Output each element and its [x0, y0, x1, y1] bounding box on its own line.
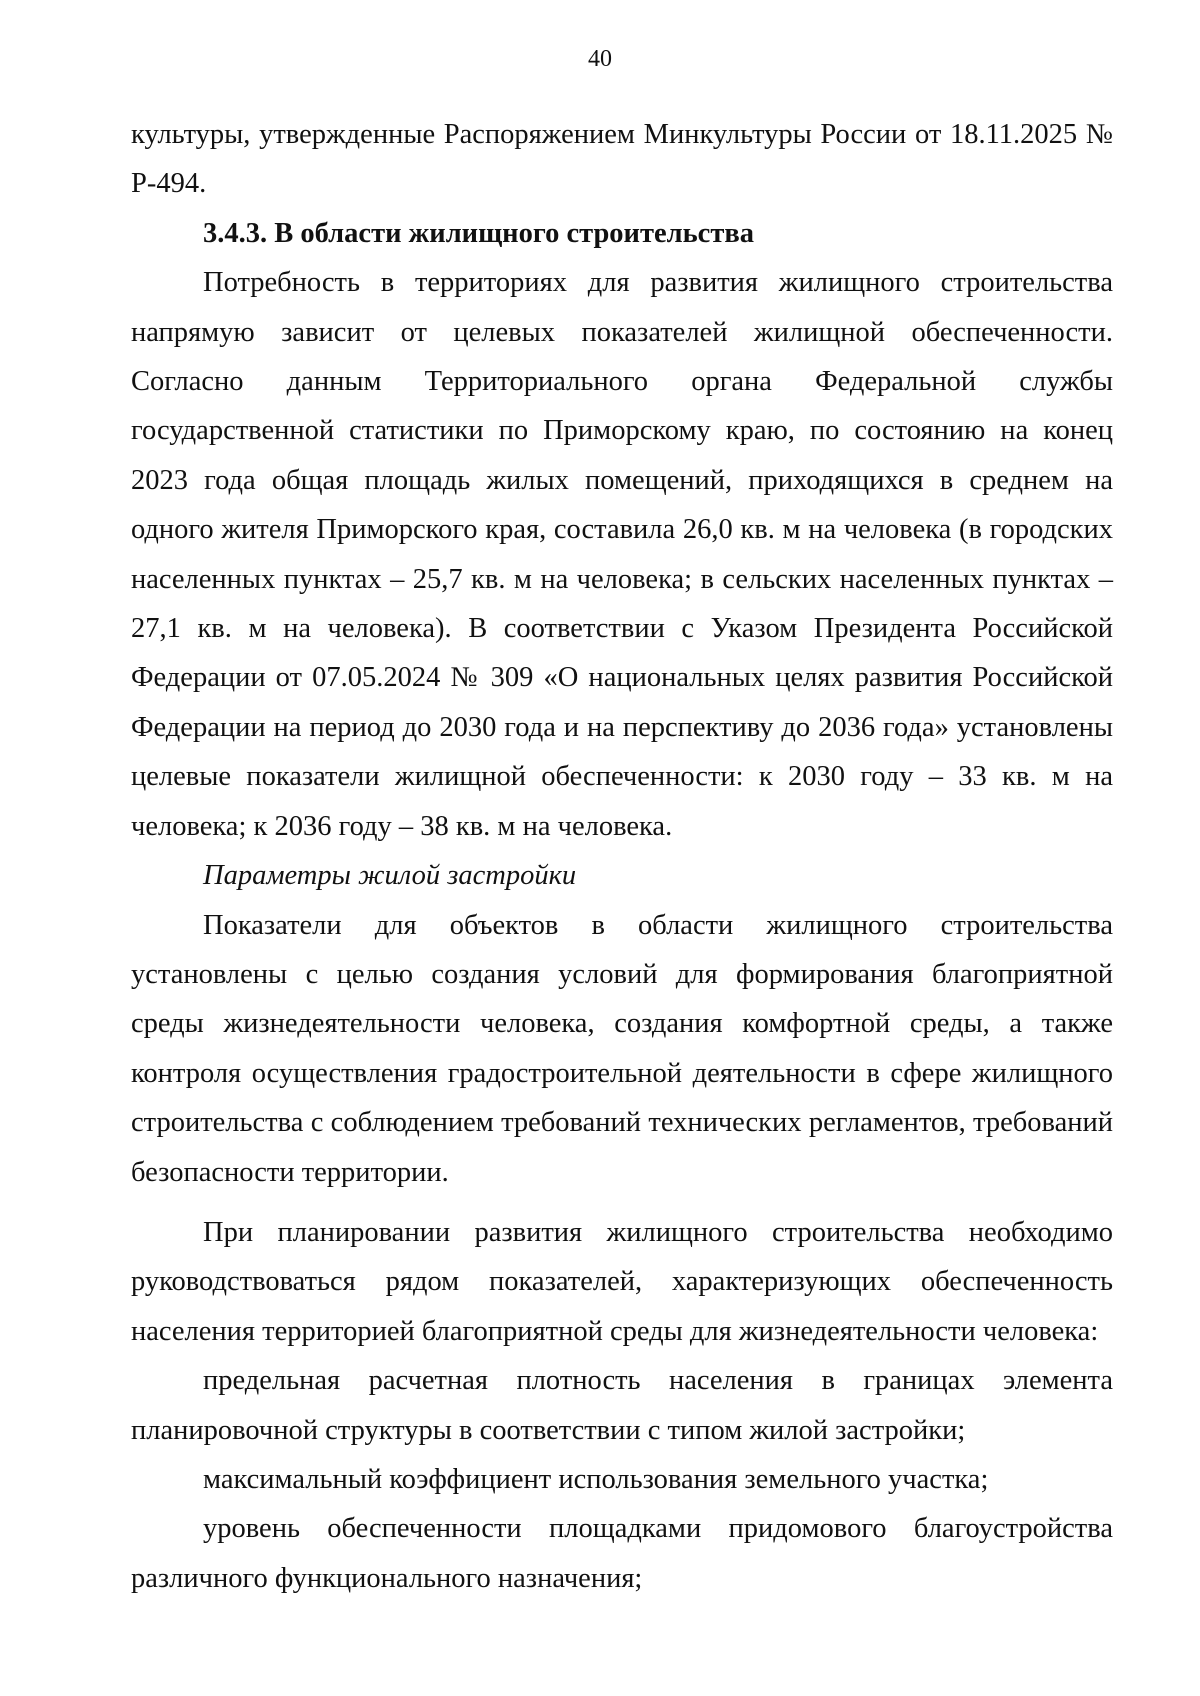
- paragraph-housing-demand: Потребность в территориях для развития жилищного строительства напрямую зависит от целевых показателей жилищной обеспеченности. Согласно данным Территориального органа Федеральной службы государственной статистики по Приморскому краю, по состоянию на конец 2023 года общая площадь жилых помещений, приходящихся в среднем на одного жителя Приморского края, составила 26,0 кв. м на человека (в городских населенных пунктах – 25,7 кв. м на человека; в сельских населенных пунктах – 27,1 кв. м на человека). В соответствии с Указом Президента Российской Федерации от 07.05.2024 № 309 «О национальных целях развития Российской Федерации на период до 2030 года и на перспективу до 2036 года» установлены целевые показатели жилищной обеспеченности: к 2030 году – 33 кв. м на человека; к 2036 году – 38 кв. м на человека.: [131, 267, 1113, 842]
- page-body: [131, 110, 1113, 1603]
- paragraph-planning-indicators: При планировании развития жилищного строительства необходимо руководствоваться рядом показателей, характеризующих обеспеченность населения территорией благоприятной среды для жизнедеятельности человека:: [131, 1216, 1113, 1347]
- list-item: предельная расчетная плотность населения в границах элемента планировочной структуры в соответствии с типом жилой застройки;: [131, 1365, 1113, 1446]
- page-number: 40: [588, 46, 612, 72]
- subheading-residential-parameters: Параметры жилой застройки: [203, 860, 577, 892]
- section-heading: 3.4.3. В области жилищного строительства: [203, 217, 754, 249]
- continuation-paragraph: культуры, утвержденные Распоряжением Минкультуры России от 18.11.2025 № Р-494.: [131, 119, 1113, 200]
- list-item: максимальный коэффициент использования земельного участка;: [203, 1463, 989, 1495]
- list-item: уровень обеспеченности площадками придомового благоустройства различного функционального назначения;: [131, 1513, 1113, 1594]
- paragraph-construction-indicators: Показатели для объектов в области жилищного строительства установлены с целью создания условий для формирования благоприятной среды жизнедеятельности человека, создания комфортной среды, а также контроля осуществления градостроительной деятельности в сфере жилищного строительства с соблюдением требований технических регламентов, требований безопасности территории.: [131, 909, 1113, 1188]
